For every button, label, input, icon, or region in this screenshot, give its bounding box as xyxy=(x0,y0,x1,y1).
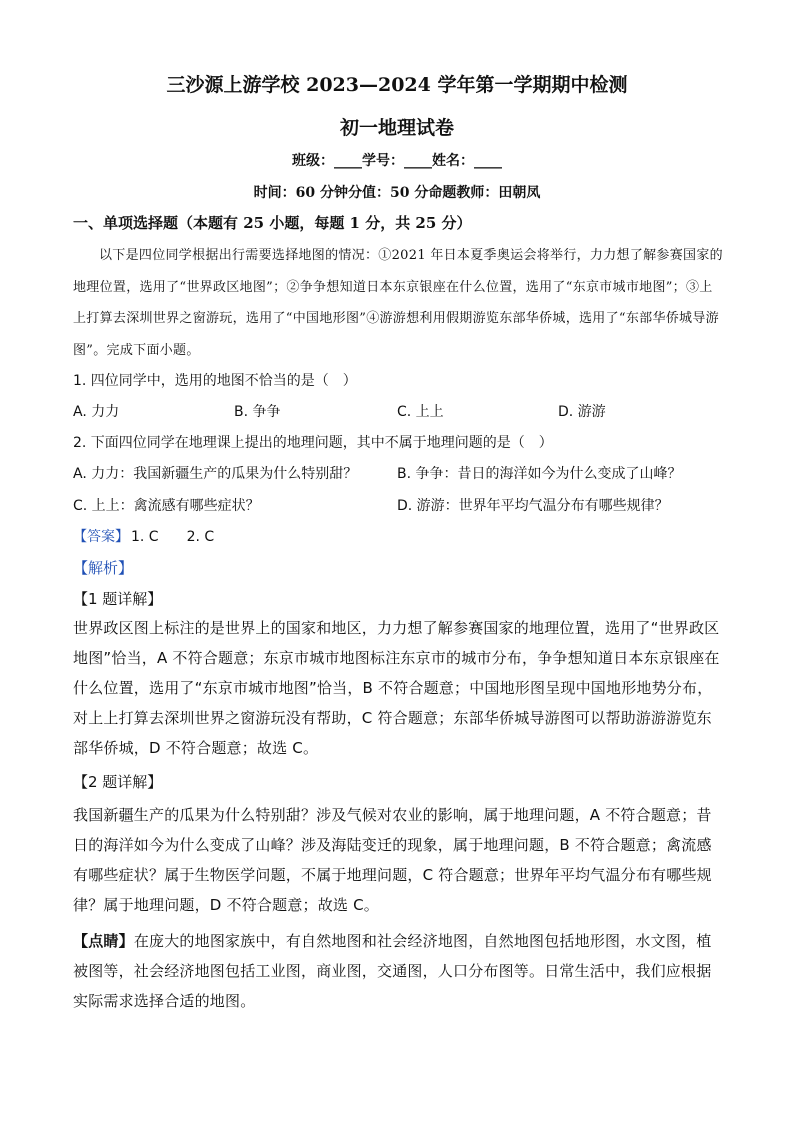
exam-info: 时间：60 分钟分值：50 分命题教师：田朝凤 xyxy=(253,185,541,201)
answer-line xyxy=(73,526,214,546)
question-intro: 以下是四位同学根据出行需要选择地图的情况：①2021 年日本夏季奥运会将举行，力力想了解参赛国家的地理位置，选用了“世界政区地图”；②争争想知道日本东京银座在什么位置，选用了“东京市城市地图”；③上上打算去深圳世界之窗游玩，选用了“中国地形图”④游游想利用假期游览东部华侨城，选用了“东部华侨城导游图”。完成下面小题。 xyxy=(73,248,723,358)
question-2-option-a: A. 力力：我国新疆生产的瓜果为什么特别甜？ xyxy=(73,466,358,482)
question-2-option-c: C. 上上：禽流感有哪些症状？ xyxy=(73,498,260,514)
question-1-option-c: C. 上上 xyxy=(397,404,444,420)
analysis-label: 【解析】 xyxy=(73,559,134,577)
q1-analysis-text: 世界政区图上标注的是世界上的国家和地区，力力想了解参赛国家的地理位置，选用了“世界政区地图”恰当，A 不符合题意；东京市城市地图标注东京市的城市分布，争争想知道日本东京银座在什么位置，选用了“东京市城市地图”恰当，B 不符合题意；中国地形图呈现中国地形地势分布，对上上打算去深圳世界之窗游玩没有帮助，C 符合题意；东部华侨城导游图可以帮助游游游览东部华侨城，D 不符合题意；故选 C。 xyxy=(73,619,720,757)
question-1-stem: 1. 四位同学中，选用的地图不恰当的是（ ） xyxy=(73,373,357,389)
question-2-stem: 2. 下面四位同学在地理课上提出的地理问题，其中不属于地理问题的是（ ） xyxy=(73,435,553,451)
question-1-option-b: B. 争争 xyxy=(234,404,281,420)
question-1-option-a: A. 力力 xyxy=(73,404,120,420)
exam-title: 三沙源上游学校 2023—2024 学年第一学期期中检测 xyxy=(166,74,628,96)
student-fields: 班级：____学号：____姓名：____ xyxy=(292,153,502,169)
q2-analysis-heading: 【2 题详解】 xyxy=(73,773,163,791)
section-heading: 一、单项选择题（本题有 25 小题，每题 1 分，共 25 分） xyxy=(73,214,472,232)
exam-subtitle: 初一地理试卷 xyxy=(339,117,454,139)
tip-text: 在庞大的地图家族中，有自然地图和社会经济地图，自然地图包括地形图，水文图，植被图等，社会经济地图包括工业图，商业图，交通图，人口分布图等。日常生活中，我们应根据实际需求选择合适的地图。 xyxy=(73,932,712,1010)
question-2-option-b: B. 争争：昔日的海洋如今为什么变成了山峰？ xyxy=(397,466,682,482)
question-1-option-d: D. 游游 xyxy=(558,404,606,420)
answer-value: 1. C 2. C xyxy=(131,529,215,545)
question-2-option-d: D. 游游：世界年平均气温分布有哪些规律？ xyxy=(397,498,669,514)
answer-label: 【答案】 xyxy=(73,529,129,545)
tip-label: 【点睛】 xyxy=(73,932,134,950)
q1-analysis-heading: 【1 题详解】 xyxy=(73,590,163,608)
tip-paragraph xyxy=(73,926,723,1016)
q2-analysis-text: 我国新疆生产的瓜果为什么特别甜？涉及气候对农业的影响，属于地理问题，A 不符合题意；昔日的海洋如今为什么变成了山峰？涉及海陆变迁的现象，属于地理问题，B 不符合题意；禽流感有哪些症状？属于生物医学问题，不属于地理问题，C 符合题意；世界年平均气温分布有哪些规律？属于地理问题，D 不符合题意；故选 C。 xyxy=(73,806,712,914)
